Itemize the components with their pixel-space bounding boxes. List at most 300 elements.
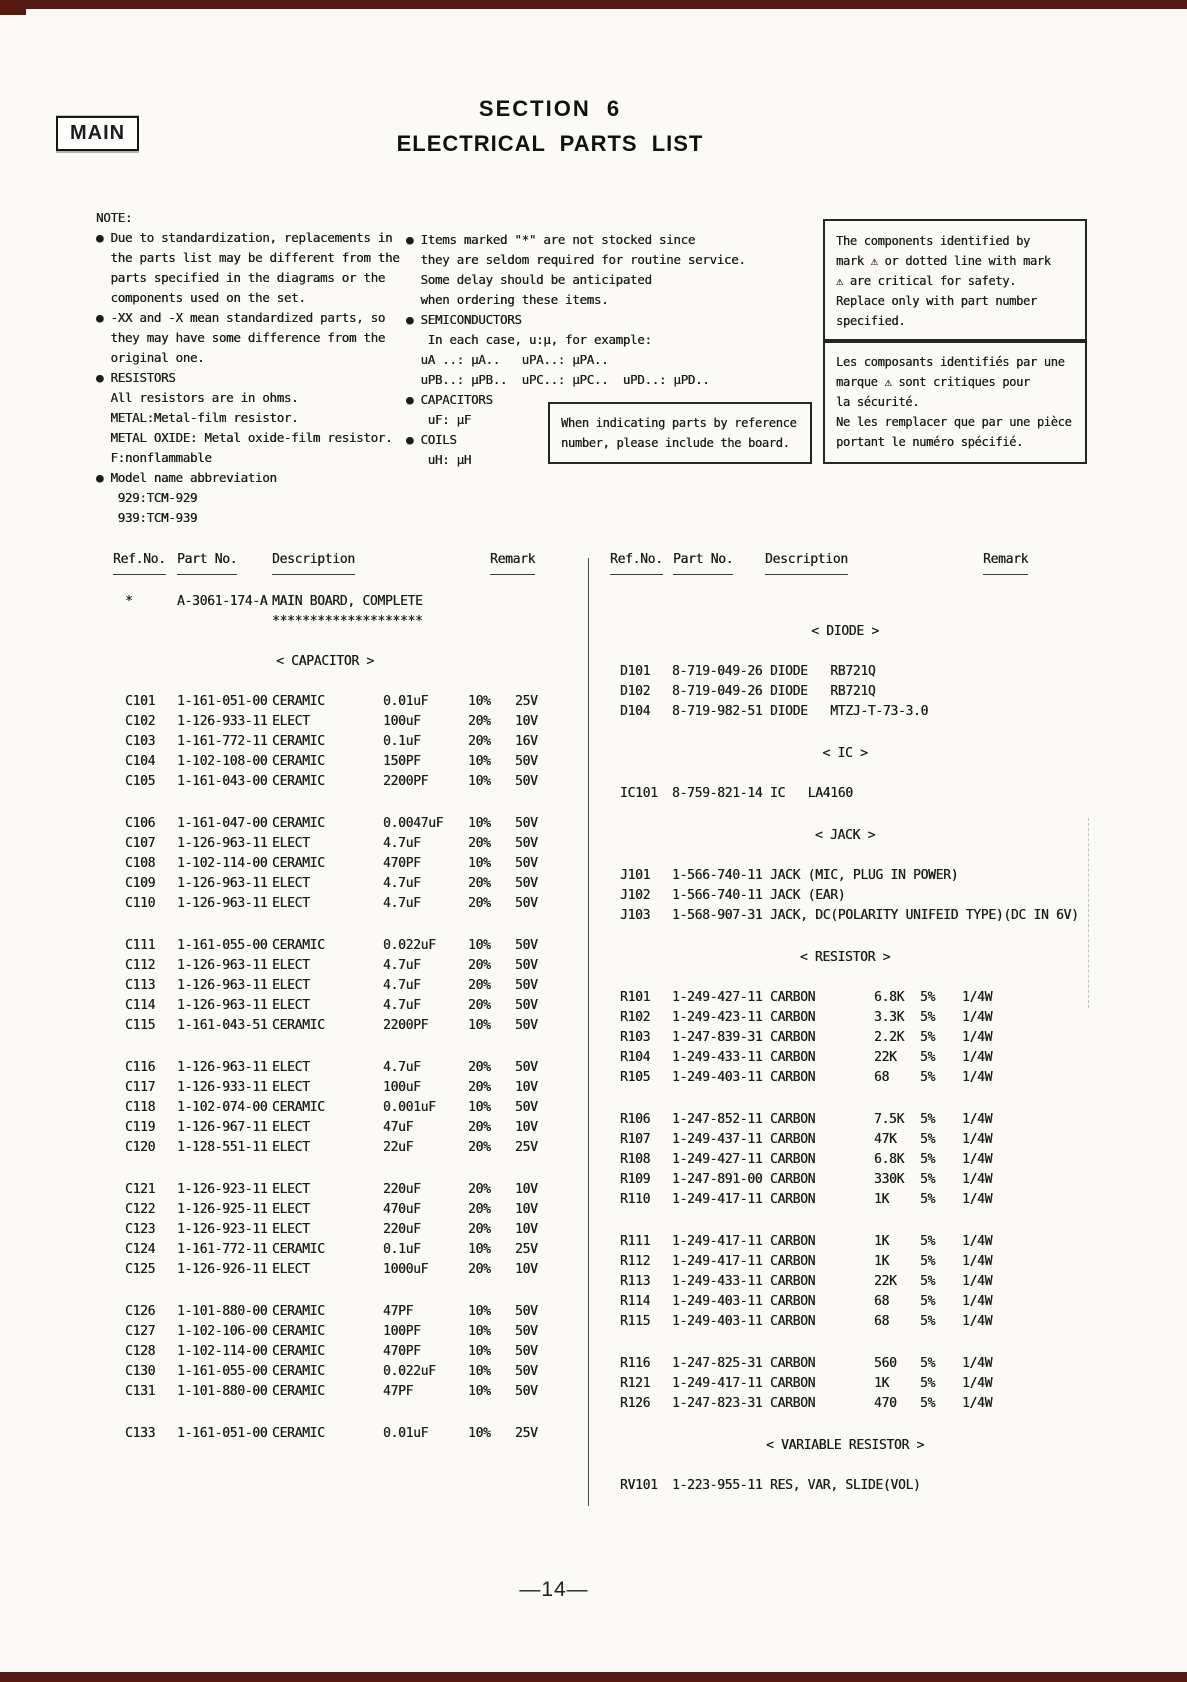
- text-line: ● RESISTORS: [96, 370, 176, 385]
- table-cell: [515, 612, 565, 632]
- table-cell: 0.022uF: [383, 938, 436, 953]
- table-cell: 560: [874, 1356, 897, 1371]
- table-cell: 16V: [515, 734, 538, 749]
- table-cell: 10V: [515, 1182, 538, 1197]
- table-row: [125, 592, 573, 612]
- table-cell: 10V: [515, 1080, 538, 1095]
- table-cell: 10V: [515, 714, 538, 729]
- table-cell: C110: [125, 896, 156, 911]
- table-cell: 1-126-933-11: [177, 1080, 268, 1095]
- reference-note-box: [548, 402, 812, 464]
- text-line: portant le numéro spécifié.: [836, 435, 1023, 449]
- table-cell: 1/4W: [962, 990, 993, 1005]
- table-cell: [874, 702, 920, 722]
- table-cell: 50V: [515, 896, 538, 911]
- row-gap: [125, 1402, 573, 1424]
- table-cell: 1-102-106-00: [177, 1324, 268, 1339]
- table-cell: JACK (EAR): [770, 888, 846, 903]
- table-cell: CARBON: [770, 1030, 816, 1045]
- text-line: they may have some difference from the: [96, 330, 386, 345]
- table-cell: CARBON: [770, 1070, 816, 1085]
- text-line: when ordering these items.: [406, 292, 609, 307]
- table-row: [620, 662, 1080, 682]
- table-row: [125, 1240, 573, 1260]
- table-cell: [920, 1476, 962, 1496]
- table-cell: 10%: [468, 1324, 491, 1339]
- table-row: [620, 1068, 1080, 1088]
- text-line: ● COILS: [406, 432, 457, 447]
- board-tag-main: MAIN: [56, 116, 139, 151]
- section-header: < CAPACITOR >: [276, 654, 374, 669]
- table-cell: 10V: [515, 1202, 538, 1217]
- text-line: original one.: [96, 350, 205, 365]
- table-cell: [920, 906, 962, 926]
- table-cell: ELECT: [272, 1060, 310, 1075]
- table-row: [620, 1130, 1080, 1150]
- table-cell: C122: [125, 1202, 156, 1217]
- table-cell: 50V: [515, 856, 538, 871]
- table-cell: 8-719-049-26: [672, 684, 763, 699]
- table-cell: 1-126-925-11: [177, 1202, 268, 1217]
- table-row: [620, 1354, 1080, 1374]
- parts-list-title: ELECTRICAL PARTS LIST: [396, 131, 704, 156]
- table-cell: [920, 682, 962, 702]
- table-cell: 220uF: [383, 1182, 421, 1197]
- table-row: [620, 1394, 1080, 1414]
- table-cell: 100uF: [383, 1080, 421, 1095]
- table-cell: 25V: [515, 1242, 538, 1257]
- text-line: Some delay should be anticipated: [406, 272, 652, 287]
- table-cell: CARBON: [770, 1314, 816, 1329]
- text-line: uH: μH: [406, 452, 472, 467]
- table-cell: 50V: [515, 1060, 538, 1075]
- table-cell: 8-719-049-26: [672, 664, 763, 679]
- table-cell: 5%: [920, 1112, 936, 1127]
- table-cell: 1-161-051-00: [177, 694, 268, 709]
- table-cell: [962, 784, 1022, 804]
- table-row: [620, 1028, 1080, 1048]
- table-cell: 1/4W: [962, 1132, 993, 1147]
- table-cell: 50V: [515, 836, 538, 851]
- table-row: [620, 1292, 1080, 1312]
- table-cell: 50V: [515, 958, 538, 973]
- table-cell: 10%: [468, 1426, 491, 1441]
- scan-artifact-bar-top: [0, 0, 1187, 9]
- table-cell: A-3061-174-A: [177, 594, 268, 609]
- text-line: Les composants identifiés par une: [836, 355, 1065, 369]
- table-cell: [920, 662, 962, 682]
- table-cell: R110: [620, 1192, 651, 1207]
- table-cell: 20%: [468, 1202, 491, 1217]
- text-line: When indicating parts by reference: [561, 416, 797, 430]
- table-cell: 5%: [920, 1010, 936, 1025]
- table-cell: 20%: [468, 978, 491, 993]
- table-cell: ELECT: [272, 896, 310, 911]
- table-cell: CARBON: [770, 1396, 816, 1411]
- table-cell: CARBON: [770, 1050, 816, 1065]
- table-cell: 1-566-740-11: [672, 888, 763, 903]
- table-cell: 10%: [468, 1344, 491, 1359]
- table-cell: D102: [620, 684, 651, 699]
- table-row: [125, 1260, 573, 1280]
- table-cell: [962, 702, 1022, 722]
- table-cell: [383, 612, 468, 632]
- table-cell: C117: [125, 1080, 156, 1095]
- table-row: [125, 874, 573, 894]
- table-cell: 0.01uF: [383, 1426, 429, 1441]
- table-cell: 50V: [515, 1364, 538, 1379]
- table-row: [125, 996, 573, 1016]
- table-cell: C111: [125, 938, 156, 953]
- table-cell: 100uF: [383, 714, 421, 729]
- table-cell: 20%: [468, 1182, 491, 1197]
- table-cell: [177, 612, 272, 632]
- table-cell: 470: [874, 1396, 897, 1411]
- text-line: number, please include the board.: [561, 436, 790, 450]
- table-cell: CERAMIC: [272, 856, 325, 871]
- table-cell: 47uF: [383, 1120, 414, 1135]
- text-line: parts specified in the diagrams or the: [96, 270, 386, 285]
- text-line: ● SEMICONDUCTORS: [406, 312, 522, 327]
- table-row: [620, 1150, 1080, 1170]
- column-header-remark: Remark: [490, 552, 535, 575]
- table-cell: R103: [620, 1030, 651, 1045]
- table-row: [125, 1200, 573, 1220]
- text-line: uPB..: μPB.. uPC..: μPC.. uPD..: μPD..: [406, 372, 710, 387]
- table-row: [125, 1220, 573, 1240]
- table-cell: 1-126-963-11: [177, 896, 268, 911]
- table-row: [125, 956, 573, 976]
- table-cell: 1-249-403-11: [672, 1314, 763, 1329]
- table-cell: 20%: [468, 1222, 491, 1237]
- table-cell: 25V: [515, 1140, 538, 1155]
- table-cell: 4.7uF: [383, 998, 421, 1013]
- table-cell: 20%: [468, 734, 491, 749]
- table-row: [125, 1180, 573, 1200]
- table-cell: JACK, DC(POLARITY UNIFEID TYPE)(DC IN 6V): [770, 908, 1079, 923]
- table-row: [125, 1078, 573, 1098]
- table-row: [125, 1342, 573, 1362]
- table-cell: 4.7uF: [383, 958, 421, 973]
- table-cell: C113: [125, 978, 156, 993]
- table-cell: 150PF: [383, 754, 421, 769]
- table-cell: ELECT: [272, 1120, 310, 1135]
- table-cell: CARBON: [770, 1010, 816, 1025]
- table-cell: 1-126-963-11: [177, 978, 268, 993]
- table-cell: CARBON: [770, 1376, 816, 1391]
- table-cell: 1/4W: [962, 1314, 993, 1329]
- table-cell: 1-126-923-11: [177, 1222, 268, 1237]
- table-cell: 1/4W: [962, 1050, 993, 1065]
- table-row: [620, 1476, 1080, 1496]
- table-cell: DIODE RB721Q: [770, 664, 876, 679]
- table-cell: 2200PF: [383, 774, 429, 789]
- table-cell: 0.022uF: [383, 1364, 436, 1379]
- table-cell: RES, VAR, SLIDE(VOL): [770, 1478, 921, 1493]
- table-cell: JACK (MIC, PLUG IN POWER): [770, 868, 959, 883]
- table-cell: ELECT: [272, 1202, 310, 1217]
- table-cell: 20%: [468, 1120, 491, 1135]
- table-cell: C121: [125, 1182, 156, 1197]
- table-cell: 20%: [468, 1140, 491, 1155]
- table-cell: 5%: [920, 1070, 936, 1085]
- table-cell: [874, 1476, 920, 1496]
- table-cell: 1-249-427-11: [672, 990, 763, 1005]
- table-cell: CERAMIC: [272, 1426, 325, 1441]
- table-cell: 5%: [920, 1050, 936, 1065]
- column-header-part-no: Part No.: [177, 552, 237, 575]
- table-cell: 1-249-403-11: [672, 1070, 763, 1085]
- text-line: In each case, u:μ, for example:: [406, 332, 652, 347]
- table-cell: 10%: [468, 754, 491, 769]
- table-cell: 5%: [920, 1132, 936, 1147]
- table-cell: R105: [620, 1070, 651, 1085]
- safety-note-box-english: [823, 219, 1087, 341]
- table-cell: 1K: [874, 1254, 890, 1269]
- text-line: ⚠ are critical for safety.: [836, 274, 1017, 288]
- table-cell: 10%: [468, 1242, 491, 1257]
- table-cell: 3.3K: [874, 1010, 905, 1025]
- table-row: [620, 1272, 1080, 1292]
- table-cell: R107: [620, 1132, 651, 1147]
- table-cell: 4.7uF: [383, 836, 421, 851]
- table-cell: 50V: [515, 998, 538, 1013]
- table-cell: 330K: [874, 1172, 905, 1187]
- table-cell: ELECT: [272, 714, 310, 729]
- table-cell: [468, 592, 515, 612]
- table-cell: 10%: [468, 774, 491, 789]
- table-cell: R106: [620, 1112, 651, 1127]
- table-cell: CERAMIC: [272, 1344, 325, 1359]
- table-cell: 0.001uF: [383, 1100, 436, 1115]
- table-cell: C123: [125, 1222, 156, 1237]
- table-row: [125, 612, 573, 632]
- table-cell: R126: [620, 1396, 651, 1411]
- table-cell: J101: [620, 868, 651, 883]
- table-cell: ELECT: [272, 1140, 310, 1155]
- table-cell: 20%: [468, 1080, 491, 1095]
- table-cell: D101: [620, 664, 651, 679]
- table-cell: C115: [125, 1018, 156, 1033]
- table-cell: 4.7uF: [383, 978, 421, 993]
- scan-artifact-line: [1088, 818, 1089, 1008]
- table-cell: 1/4W: [962, 1234, 993, 1249]
- text-line: Replace only with part number: [836, 294, 1037, 308]
- table-row: [620, 682, 1080, 702]
- table-cell: 50V: [515, 1324, 538, 1339]
- table-row: [125, 752, 573, 772]
- table-cell: [920, 702, 962, 722]
- table-cell: 1-126-963-11: [177, 876, 268, 891]
- table-cell: C125: [125, 1262, 156, 1277]
- table-cell: 4.7uF: [383, 876, 421, 891]
- table-cell: C105: [125, 774, 156, 789]
- table-cell: 1-161-051-00: [177, 1426, 268, 1441]
- table-cell: 1-247-825-31: [672, 1356, 763, 1371]
- table-row: [620, 1374, 1080, 1394]
- table-row: [620, 886, 1080, 906]
- table-cell: CERAMIC: [272, 816, 325, 831]
- table-cell: 1-249-403-11: [672, 1294, 763, 1309]
- text-line: METAL OXIDE: Metal oxide-film resistor.: [96, 430, 393, 445]
- table-cell: 0.0047uF: [383, 816, 444, 831]
- table-cell: 10%: [468, 1018, 491, 1033]
- table-row: [125, 894, 573, 914]
- table-cell: J103: [620, 908, 651, 923]
- table-cell: CERAMIC: [272, 754, 325, 769]
- table-cell: [962, 886, 1022, 906]
- row-gap: [125, 792, 573, 814]
- table-cell: 20%: [468, 876, 491, 891]
- table-row: [620, 784, 1080, 804]
- table-cell: 50V: [515, 1100, 538, 1115]
- table-cell: 2.2K: [874, 1030, 905, 1045]
- table-cell: 47PF: [383, 1304, 414, 1319]
- table-cell: 20%: [468, 1060, 491, 1075]
- table-cell: 20%: [468, 836, 491, 851]
- table-cell: R121: [620, 1376, 651, 1391]
- table-cell: 5%: [920, 1294, 936, 1309]
- text-line: ● -XX and -X mean standardized parts, so: [96, 310, 386, 325]
- table-cell: C106: [125, 816, 156, 831]
- table-cell: 1-249-433-11: [672, 1274, 763, 1289]
- table-cell: 1-126-933-11: [177, 714, 268, 729]
- table-cell: 68: [874, 1314, 890, 1329]
- table-cell: 4.7uF: [383, 896, 421, 911]
- table-cell: 10V: [515, 1222, 538, 1237]
- table-cell: C107: [125, 836, 156, 851]
- text-line: 929:TCM-929: [96, 490, 198, 505]
- table-cell: [125, 612, 177, 632]
- text-line: components used on the set.: [96, 290, 306, 305]
- scan-artifact-notch: [0, 0, 26, 15]
- table-cell: 1/4W: [962, 1030, 993, 1045]
- text-line: la sécurité.: [836, 395, 920, 409]
- table-cell: ELECT: [272, 1262, 310, 1277]
- table-cell: 1-128-551-11: [177, 1140, 268, 1155]
- table-cell: *: [125, 594, 133, 609]
- table-cell: [920, 866, 962, 886]
- table-cell: CARBON: [770, 1112, 816, 1127]
- table-cell: 1-249-423-11: [672, 1010, 763, 1025]
- table-cell: 1-101-880-00: [177, 1304, 268, 1319]
- table-cell: 1-102-114-00: [177, 1344, 268, 1359]
- row-gap: [620, 926, 1080, 948]
- table-cell: 1-249-417-11: [672, 1192, 763, 1207]
- table-cell: CARBON: [770, 1152, 816, 1167]
- table-cell: 1/4W: [962, 1396, 993, 1411]
- table-cell: 1/4W: [962, 1294, 993, 1309]
- table-cell: ELECT: [272, 998, 310, 1013]
- table-cell: ELECT: [272, 978, 310, 993]
- table-cell: 1/4W: [962, 1112, 993, 1127]
- table-cell: ELECT: [272, 1182, 310, 1197]
- safety-note-box-french: [823, 341, 1087, 464]
- table-cell: 1-161-055-00: [177, 938, 268, 953]
- table-cell: ELECT: [272, 1080, 310, 1095]
- table-cell: C120: [125, 1140, 156, 1155]
- table-cell: 1/4W: [962, 1376, 993, 1391]
- table-cell: 1/4W: [962, 1192, 993, 1207]
- table-row: [125, 936, 573, 956]
- table-cell: 50V: [515, 876, 538, 891]
- table-cell: 5%: [920, 1274, 936, 1289]
- row-gap: [125, 1158, 573, 1180]
- text-line: ● Items marked "*" are not stocked since: [406, 232, 696, 247]
- row-gap: [620, 1210, 1080, 1232]
- row-gap: [125, 1036, 573, 1058]
- table-cell: CERAMIC: [272, 1100, 325, 1115]
- row-gap: [620, 764, 1080, 784]
- table-cell: DIODE MTZJ-T-73-3.0: [770, 704, 929, 719]
- table-cell: 10%: [468, 938, 491, 953]
- table-cell: [468, 612, 515, 632]
- text-line: they are seldom required for routine service.: [406, 252, 746, 267]
- table-cell: 1-126-963-11: [177, 1060, 268, 1075]
- table-cell: C102: [125, 714, 156, 729]
- table-cell: 1K: [874, 1234, 890, 1249]
- table-cell: [962, 682, 1022, 702]
- table-cell: 10%: [468, 1364, 491, 1379]
- table-cell: J102: [620, 888, 651, 903]
- table-cell: 1-161-047-00: [177, 816, 268, 831]
- table-cell: 1K: [874, 1192, 890, 1207]
- text-line: uA ..: μA.. uPA..: μPA..: [406, 352, 609, 367]
- row-gap: [620, 1456, 1080, 1476]
- row-gap: [620, 1088, 1080, 1110]
- table-row: [620, 1252, 1080, 1272]
- table-cell: 1/4W: [962, 1070, 993, 1085]
- column-header-description: Description: [272, 552, 355, 575]
- table-cell: R104: [620, 1050, 651, 1065]
- table-cell: 10%: [468, 694, 491, 709]
- table-row: [125, 814, 573, 834]
- table-cell: 5%: [920, 1192, 936, 1207]
- table-cell: 68: [874, 1070, 890, 1085]
- table-cell: 1-566-740-11: [672, 868, 763, 883]
- table-cell: C118: [125, 1100, 156, 1115]
- table-row: [620, 702, 1080, 722]
- table-cell: [874, 784, 920, 804]
- table-cell: 470PF: [383, 1344, 421, 1359]
- table-cell: 50V: [515, 978, 538, 993]
- table-cell: C103: [125, 734, 156, 749]
- table-cell: 10%: [468, 1304, 491, 1319]
- text-line: Ne les remplacer que par une pièce: [836, 415, 1072, 429]
- table-cell: 50V: [515, 1018, 538, 1033]
- table-row: [125, 732, 573, 752]
- table-row: [620, 1110, 1080, 1130]
- row-gap: [620, 722, 1080, 744]
- table-cell: 50V: [515, 1304, 538, 1319]
- table-row: [620, 1232, 1080, 1252]
- table-cell: 1-247-823-31: [672, 1396, 763, 1411]
- table-cell: 5%: [920, 1356, 936, 1371]
- table-cell: 5%: [920, 1234, 936, 1249]
- scan-artifact-bar-bottom: [0, 1672, 1187, 1682]
- column-divider-rule: [588, 558, 589, 1506]
- table-cell: C108: [125, 856, 156, 871]
- column-header-ref-no: Ref.No.: [610, 552, 663, 575]
- table-cell: [383, 592, 468, 612]
- table-cell: 1-247-852-11: [672, 1112, 763, 1127]
- table-cell: 1-161-772-11: [177, 1242, 268, 1257]
- table-cell: 8-719-982-51: [672, 704, 763, 719]
- table-cell: 20%: [468, 958, 491, 973]
- table-cell: 1/4W: [962, 1152, 993, 1167]
- table-cell: 470uF: [383, 1202, 421, 1217]
- table-cell: 1-249-433-11: [672, 1050, 763, 1065]
